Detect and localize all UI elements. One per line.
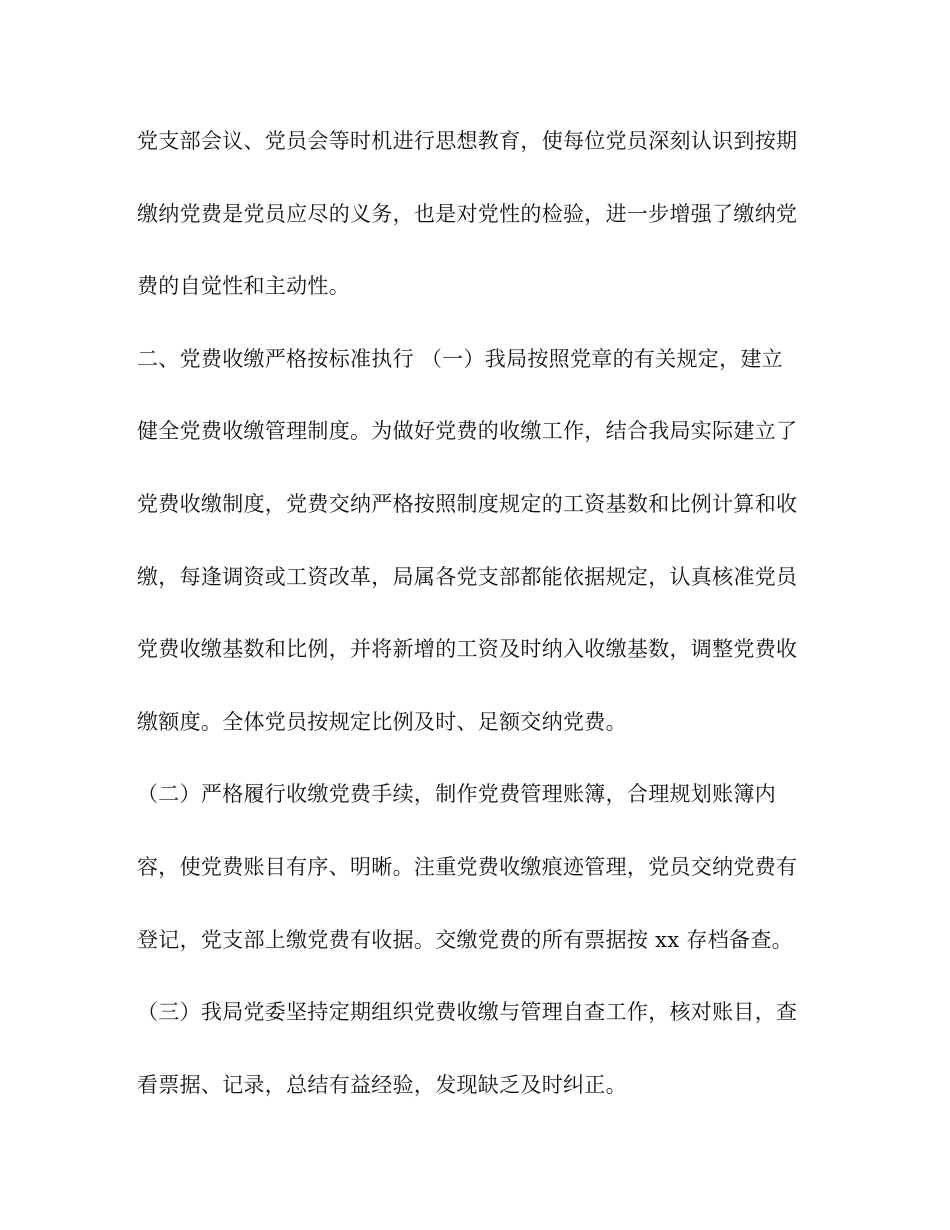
section-heading-line: 二、党费收缴严格按标准执行 （一）我局按照党章的有关规定，建立 [137, 346, 783, 371]
text-line: 党费收缴基数和比例，并将新增的工资及时纳入收缴基数，调整党费收 [137, 637, 798, 662]
text-line: （三）我局党委坚持定期组织党费收缴与管理自查工作，核对账目，查 [137, 1000, 798, 1025]
text-line: （二）严格履行收缴党费手续，制作党费管理账簿，合理规划账簿内 [137, 782, 776, 807]
text-line: 缴额度。全体党员按规定比例及时、足额交纳党费。 [137, 709, 627, 734]
text-line: 缴纳党费是党员应尽的义务，也是对党性的检验，进一步增强了缴纳党 [137, 201, 798, 226]
text-line: 缴，每逢调资或工资改革，局属各党支部都能依据规定，认真核准党员 [137, 564, 798, 589]
document-body [137, 118, 827, 1134]
text-line: 党支部会议、党员会等时机进行思想教育，使每位党员深刻认识到按期 [137, 129, 798, 153]
text-line: 党费收缴制度，党费交纳严格按照制度规定的工资基数和比例计算和收 [137, 491, 798, 516]
text-line: 费的自觉性和主动性。 [137, 274, 350, 299]
text-line: 健全党费收缴管理制度。为做好党费的收缴工作，结合我局实际建立了 [137, 419, 798, 444]
text-line: 容，使党费账目有序、明晰。注重党费收缴痕迹管理，党员交纳党费有 [137, 854, 798, 879]
text-line: 看票据、记录，总结有益经验，发现缺乏及时纠正。 [137, 1072, 627, 1097]
text-line: 登记，党支部上缴党费有收据。交缴党费的所有票据按 xx 存档备查。 [137, 927, 793, 952]
